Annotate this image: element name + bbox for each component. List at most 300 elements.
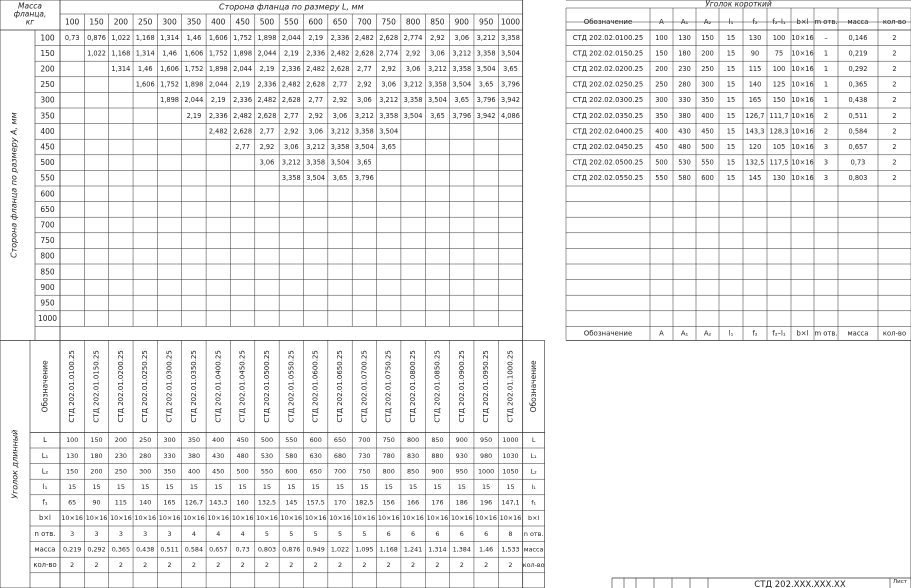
- mass-value: 3,358: [354, 127, 374, 136]
- short-cell: СТД 202.02.0200.25: [572, 65, 644, 73]
- long-cell: 700: [333, 467, 347, 476]
- long-cell: 15: [311, 483, 320, 491]
- L-value-header: 1000: [500, 17, 521, 27]
- A-value-label: 300: [40, 95, 55, 105]
- mass-value: 3,504: [501, 49, 520, 58]
- short-cell: 15: [726, 111, 736, 120]
- short-cell: 2: [892, 158, 897, 167]
- long-row-label-right: L₂: [530, 467, 537, 476]
- long-cell: 10×16: [377, 514, 400, 523]
- L-value-header: 950: [478, 17, 494, 27]
- mass-value: 2,77: [308, 96, 324, 105]
- long-cell: 15: [409, 483, 418, 491]
- short-cell: 10×16: [791, 49, 814, 58]
- long-cell: 10×16: [475, 514, 497, 523]
- mass-value: 2,92: [405, 49, 421, 58]
- mass-value: 3,65: [454, 96, 470, 105]
- short-cell: 15: [726, 96, 736, 105]
- mass-value: 3,358: [452, 65, 472, 73]
- short-cell: 280: [678, 80, 691, 89]
- long-cell: 2: [264, 561, 270, 569]
- long-cell: 0,219: [63, 545, 82, 554]
- mass-value: 2,482: [306, 65, 326, 73]
- mass-value: 1,606: [160, 65, 180, 73]
- mass-value: 0,876: [87, 33, 106, 42]
- A-value-label: 800: [40, 251, 55, 261]
- long-designation: СТД 202.01.0350.25: [189, 350, 198, 423]
- long-cell: 15: [92, 483, 101, 491]
- mass-value: 2,336: [233, 96, 253, 105]
- short-cell: 145: [748, 174, 762, 183]
- short-cell: 1: [823, 96, 829, 105]
- short-cell: 500: [655, 158, 668, 167]
- long-cell: 10×16: [499, 514, 522, 523]
- long-row-label: n отв.: [34, 529, 56, 538]
- short-footer-header: А: [659, 329, 664, 338]
- A-value-label: 450: [40, 142, 55, 152]
- long-cell: 180: [90, 451, 103, 460]
- long-cell: 2: [191, 561, 196, 569]
- long-cell: 5: [313, 529, 318, 538]
- short-cell: СТД 202.02.0500.25: [572, 158, 644, 167]
- L-value-header: 300: [162, 17, 177, 27]
- short-cell: 300: [701, 80, 714, 89]
- long-cell: 156: [382, 498, 395, 507]
- long-cell: 950: [455, 467, 468, 476]
- short-cell: 15: [726, 65, 736, 73]
- short-cell: 100: [772, 65, 786, 73]
- long-cell: 300: [139, 467, 152, 476]
- long-cell: 330: [163, 451, 176, 460]
- long-designation: СТД 202.01.0950.25: [482, 350, 491, 423]
- L-value-header: 600: [308, 17, 323, 27]
- long-cell: 157,5: [306, 498, 325, 507]
- short-cell: 165: [748, 96, 762, 105]
- long-cell: 850: [431, 436, 444, 445]
- short-cell: СТД 202.02.0100.25: [572, 33, 644, 42]
- mass-header-line: Масса: [18, 1, 42, 11]
- mass-value: 3,504: [427, 96, 447, 105]
- mass-value: 2,628: [257, 111, 277, 120]
- short-cell: 1: [823, 80, 829, 89]
- long-cell: 2: [118, 561, 123, 569]
- long-cell: 3: [70, 529, 75, 538]
- short-cell: 2: [892, 111, 897, 120]
- short-cell: 126,7: [745, 111, 765, 120]
- short-header: b×l: [796, 18, 809, 26]
- mass-value: 1,898: [184, 80, 204, 89]
- long-cell: 2: [94, 561, 99, 569]
- long-row-label-right: b×l: [528, 514, 540, 523]
- long-cell: 10×16: [450, 514, 473, 523]
- long-cell: 10×16: [329, 514, 351, 523]
- long-cell: 1,384: [452, 545, 471, 554]
- long-cell: 6: [459, 529, 464, 538]
- short-cell: 10×16: [791, 96, 814, 105]
- mass-value: 3,212: [427, 65, 447, 73]
- long-cell: 132,5: [257, 498, 277, 507]
- short-cell: СТД 202.02.0300.25: [572, 96, 644, 105]
- short-header: f₂–l₁: [772, 18, 786, 26]
- long-designation-label-right: Обозначение: [529, 360, 539, 413]
- short-header: кол-во: [882, 18, 907, 26]
- short-cell: СТД 202.02.0350.25: [572, 111, 644, 120]
- mass-value: 3,06: [308, 127, 324, 136]
- long-cell: 15: [165, 483, 174, 491]
- long-designation: СТД 202.01.0850.25: [433, 350, 442, 423]
- short-cell: 10×16: [791, 111, 814, 120]
- A-value-label: 600: [40, 189, 55, 199]
- long-designation: СТД 202.01.0100.25: [68, 350, 77, 423]
- short-cell: 150: [655, 49, 668, 58]
- long-cell: 400: [187, 467, 201, 476]
- short-cell: 200: [655, 65, 668, 73]
- long-cell: 2: [240, 561, 245, 569]
- mass-value: 3,212: [476, 33, 496, 42]
- long-cell: 15: [262, 483, 272, 491]
- L-value-header: 200: [113, 17, 129, 27]
- long-designation: СТД 202.01.0400.25: [214, 350, 223, 423]
- short-header: f₂: [752, 18, 758, 26]
- short-cell: 2: [892, 174, 897, 183]
- long-cell: 0,876: [282, 545, 301, 554]
- short-footer-header: m отв.: [814, 329, 838, 338]
- short-cell: 0,146: [848, 33, 868, 42]
- short-footer-header: кол-во: [882, 329, 907, 338]
- short-cell: 15: [726, 127, 736, 136]
- long-cell: 90: [92, 498, 101, 507]
- long-row-label: кол-во: [33, 561, 57, 569]
- long-cell: 850: [406, 467, 420, 476]
- short-cell: 3: [823, 143, 829, 151]
- mass-value: 3,212: [354, 111, 374, 120]
- long-cell: 480: [236, 451, 249, 460]
- short-cell: 0,511: [848, 111, 868, 120]
- A-value-label: 750: [40, 236, 55, 246]
- mass-value: 2,628: [354, 49, 374, 58]
- long-cell: 500: [236, 467, 249, 476]
- long-designation: СТД 202.01.0200.25: [116, 350, 125, 423]
- long-cell: 0,438: [136, 545, 155, 554]
- long-cell: 1,46: [479, 545, 494, 554]
- short-cell: 150: [701, 33, 714, 42]
- long-cell: 10×16: [280, 514, 303, 523]
- long-cell: 10×16: [207, 514, 230, 523]
- long-cell: 6: [386, 529, 391, 538]
- long-cell: 2: [459, 561, 464, 569]
- long-cell: 280: [139, 451, 152, 460]
- A-value-label: 500: [40, 158, 55, 168]
- mass-value: 2,19: [308, 33, 324, 42]
- long-designation: СТД 202.01.0600.25: [311, 350, 320, 423]
- short-footer-header: A₁: [680, 329, 689, 338]
- mass-value: 1,606: [208, 33, 228, 42]
- long-cell: 900: [431, 467, 444, 476]
- mass-value: 3,504: [330, 158, 350, 167]
- short-cell: 350: [701, 96, 714, 105]
- short-cell: 2: [892, 65, 897, 73]
- long-cell: 1,095: [355, 545, 374, 554]
- short-cell: 1: [823, 49, 829, 58]
- long-cell: 15: [141, 483, 150, 491]
- long-row-label: L₁: [41, 451, 49, 460]
- long-cell: 2: [70, 561, 75, 569]
- mass-value: 2,482: [354, 33, 374, 42]
- long-cell: 0,803: [257, 545, 277, 554]
- L-value-header: 850: [430, 17, 445, 27]
- long-cell: 10×16: [426, 514, 449, 523]
- title-block-code: СТД 202.ХХХ.ХХХ.ХХ: [754, 580, 846, 588]
- long-cell: 500: [260, 436, 274, 445]
- mass-value: 2,92: [308, 111, 324, 120]
- A-value-label: 650: [40, 204, 55, 214]
- short-cell: 0,73: [850, 158, 866, 167]
- long-cell: 1,168: [379, 545, 398, 554]
- short-cell: 3: [823, 174, 829, 183]
- mass-value: 2,482: [208, 127, 228, 136]
- short-cell: 530: [678, 158, 691, 167]
- mass-value: 1,46: [162, 49, 177, 58]
- mass-value: 3,358: [403, 96, 423, 105]
- long-cell: 130: [66, 451, 79, 460]
- mass-value: 1,898: [233, 49, 253, 58]
- long-row-label-right: кол-во: [522, 561, 545, 569]
- long-designation: СТД 202.01.0150.25: [92, 350, 101, 423]
- long-row-label-right: n отв.: [523, 529, 544, 538]
- short-cell: 0,365: [848, 80, 868, 89]
- long-row-label-right: масса: [523, 545, 544, 554]
- long-cell: 0,949: [306, 545, 325, 554]
- short-cell: 10×16: [791, 80, 814, 89]
- long-cell: 150: [66, 467, 79, 476]
- mass-value: 1,898: [160, 96, 180, 105]
- long-cell: 800: [382, 467, 395, 476]
- long-cell: 15: [116, 483, 125, 491]
- mass-value: 0,73: [64, 33, 80, 42]
- short-cell: 2: [892, 96, 897, 105]
- short-cell: 130: [678, 33, 691, 42]
- long-cell: 900: [455, 436, 468, 445]
- mass-value: 2,19: [283, 49, 299, 58]
- long-cell: 0,657: [209, 545, 228, 554]
- long-cell: 182,5: [355, 498, 374, 507]
- long-cell: 140: [139, 498, 152, 507]
- short-cell: 10×16: [791, 158, 814, 167]
- short-cell: 15: [726, 143, 736, 151]
- mass-value: 2,19: [235, 80, 250, 89]
- long-row-label: L: [43, 436, 47, 445]
- L-value-header: 100: [65, 17, 80, 27]
- long-designation: СТД 202.01.0800.25: [409, 350, 418, 423]
- short-cell: 143,3: [745, 127, 765, 136]
- short-cell: СТД 202.02.0250.25: [572, 80, 644, 89]
- long-cell: 880: [431, 451, 444, 460]
- long-cell: 10×16: [402, 514, 424, 523]
- A-value-label: 350: [40, 111, 55, 121]
- short-cell: 1: [823, 65, 829, 73]
- long-cell: 750: [358, 467, 371, 476]
- long-cell: 650: [309, 467, 322, 476]
- short-cell: 10×16: [791, 33, 814, 42]
- long-cell: 1030: [502, 451, 519, 460]
- mass-value: 3,504: [306, 174, 326, 183]
- long-cell: 400: [212, 436, 225, 445]
- mass-value: 3,504: [476, 65, 496, 73]
- short-cell: 10×16: [791, 174, 814, 183]
- short-cell: 430: [678, 127, 691, 136]
- long-cell: 580: [285, 451, 298, 460]
- long-designation: СТД 202.01.0650.25: [336, 350, 345, 423]
- short-footer-header: f₂: [752, 329, 758, 338]
- long-designation: СТД 202.01.1000.25: [506, 350, 515, 423]
- mass-value: 3,504: [403, 111, 423, 120]
- mass-value: 3,65: [430, 111, 445, 120]
- short-cell: 10×16: [791, 127, 814, 136]
- A-value-label: 1000: [37, 314, 58, 324]
- long-cell: 600: [309, 436, 322, 445]
- long-cell: 350: [163, 467, 176, 476]
- mass-value: 3,942: [501, 96, 520, 105]
- mass-value: 1,46: [137, 65, 153, 73]
- mass-value: 3,212: [281, 158, 301, 167]
- mass-value: 2,92: [357, 80, 372, 89]
- long-cell: 15: [68, 483, 77, 491]
- long-cell: 10×16: [134, 514, 157, 523]
- long-cell: 300: [163, 436, 176, 445]
- short-cell: 3: [823, 158, 829, 167]
- mass-value: 2,77: [357, 65, 372, 73]
- long-cell: 10×16: [183, 514, 205, 523]
- short-cell: 330: [678, 96, 691, 105]
- long-cell: 145: [285, 498, 298, 507]
- long-cell: 950: [480, 436, 493, 445]
- side-L-title: Сторона фланца по размеру L, мм: [219, 2, 364, 12]
- long-row-label: b×l: [39, 514, 51, 523]
- long-cell: 160: [236, 498, 249, 507]
- L-value-header: 700: [357, 17, 372, 27]
- short-cell: 2: [892, 80, 897, 89]
- mass-value: 2,336: [281, 65, 301, 73]
- title-block-sheet: Лист: [893, 579, 907, 585]
- long-cell: 0,584: [184, 545, 204, 554]
- short-cell: 0,219: [848, 49, 868, 58]
- long-cell: 230: [114, 451, 127, 460]
- short-cell: 150: [772, 96, 786, 105]
- short-cell: 15: [726, 174, 736, 183]
- long-cell: 2: [337, 561, 343, 569]
- mass-value: 3,65: [478, 80, 494, 89]
- L-value-header: 550: [284, 17, 299, 27]
- mass-value: 3,65: [357, 158, 372, 167]
- table-text: [10, 0, 908, 588]
- short-cell: 550: [655, 174, 668, 183]
- short-cell: 0,657: [848, 143, 868, 151]
- long-cell: 115: [114, 498, 127, 507]
- short-cell: 120: [748, 143, 762, 151]
- long-cell: 5: [337, 529, 343, 538]
- short-cell: 0,292: [848, 65, 868, 73]
- long-cell: 15: [384, 483, 393, 491]
- mass-value: 2,044: [208, 80, 228, 89]
- short-cell: 250: [701, 65, 714, 73]
- long-cell: 530: [260, 451, 274, 460]
- long-cell: 2: [362, 561, 367, 569]
- long-cell: 250: [114, 467, 127, 476]
- long-cell: 3: [118, 529, 123, 538]
- short-cell: 350: [655, 111, 668, 120]
- long-cell: 2: [289, 561, 294, 569]
- mass-value: 3,358: [306, 158, 326, 167]
- short-cell: СТД 202.02.0550.25: [572, 174, 644, 183]
- short-cell: 105: [772, 143, 786, 151]
- long-cell: 166: [406, 498, 420, 507]
- mass-value: 2,336: [208, 111, 228, 120]
- short-cell: 140: [748, 80, 762, 89]
- long-cell: 550: [285, 436, 298, 445]
- mass-value: 2,482: [281, 80, 301, 89]
- mass-value: 3,796: [452, 111, 472, 120]
- mass-value: 3,06: [430, 49, 445, 58]
- mass-value: 3,358: [330, 143, 350, 151]
- mass-value: 1,898: [208, 65, 228, 73]
- long-cell: 1,022: [330, 545, 350, 554]
- short-cell: 90: [750, 49, 760, 58]
- short-cell: 450: [701, 127, 714, 136]
- long-designation: СТД 202.01.0450.25: [238, 350, 247, 423]
- mass-value: 2,774: [403, 33, 423, 42]
- long-table-title: Уголок длинный: [10, 429, 20, 499]
- A-value-label: 850: [40, 267, 55, 277]
- short-cell: СТД 202.02.0400.25: [572, 127, 644, 136]
- long-row-label: L₂: [41, 467, 49, 476]
- mass-value: 2,774: [379, 49, 399, 58]
- mass-value: 3,212: [379, 96, 399, 105]
- long-cell: 10×16: [353, 514, 376, 523]
- long-cell: 196: [480, 498, 493, 507]
- long-cell: 2: [386, 561, 391, 569]
- long-cell: 3: [94, 529, 99, 538]
- long-cell: 15: [189, 483, 198, 491]
- long-cell: 1050: [502, 467, 519, 476]
- short-cell: 0,803: [848, 174, 868, 183]
- long-cell: 126,7: [184, 498, 204, 507]
- mass-value: 2,482: [330, 49, 350, 58]
- mass-value: 3,942: [476, 111, 496, 120]
- long-cell: 700: [358, 436, 371, 445]
- short-cell: 2: [892, 33, 897, 42]
- mass-value: 2,92: [283, 127, 299, 136]
- short-cell: 0,584: [848, 127, 868, 136]
- A-value-label: 900: [40, 282, 55, 292]
- mass-value: 1,314: [111, 65, 131, 73]
- long-cell: 800: [406, 436, 420, 445]
- short-cell: 10×16: [791, 65, 814, 73]
- short-cell: 117,5: [769, 158, 789, 167]
- short-cell: 132,5: [745, 158, 765, 167]
- long-cell: 2: [313, 561, 318, 569]
- long-cell: 200: [114, 436, 127, 445]
- long-designation: СТД 202.01.0300.25: [165, 350, 174, 423]
- mass-value: 3,06: [357, 96, 372, 105]
- long-cell: 5: [289, 529, 294, 538]
- short-footer-header: Обозначение: [583, 329, 633, 338]
- long-cell: 15: [433, 483, 442, 491]
- long-cell: 10×16: [231, 514, 254, 523]
- mass-value: 3,06: [283, 143, 299, 151]
- L-value-header: 350: [186, 17, 202, 27]
- L-value-header: 800: [405, 17, 421, 27]
- mass-value: 3,212: [403, 80, 423, 89]
